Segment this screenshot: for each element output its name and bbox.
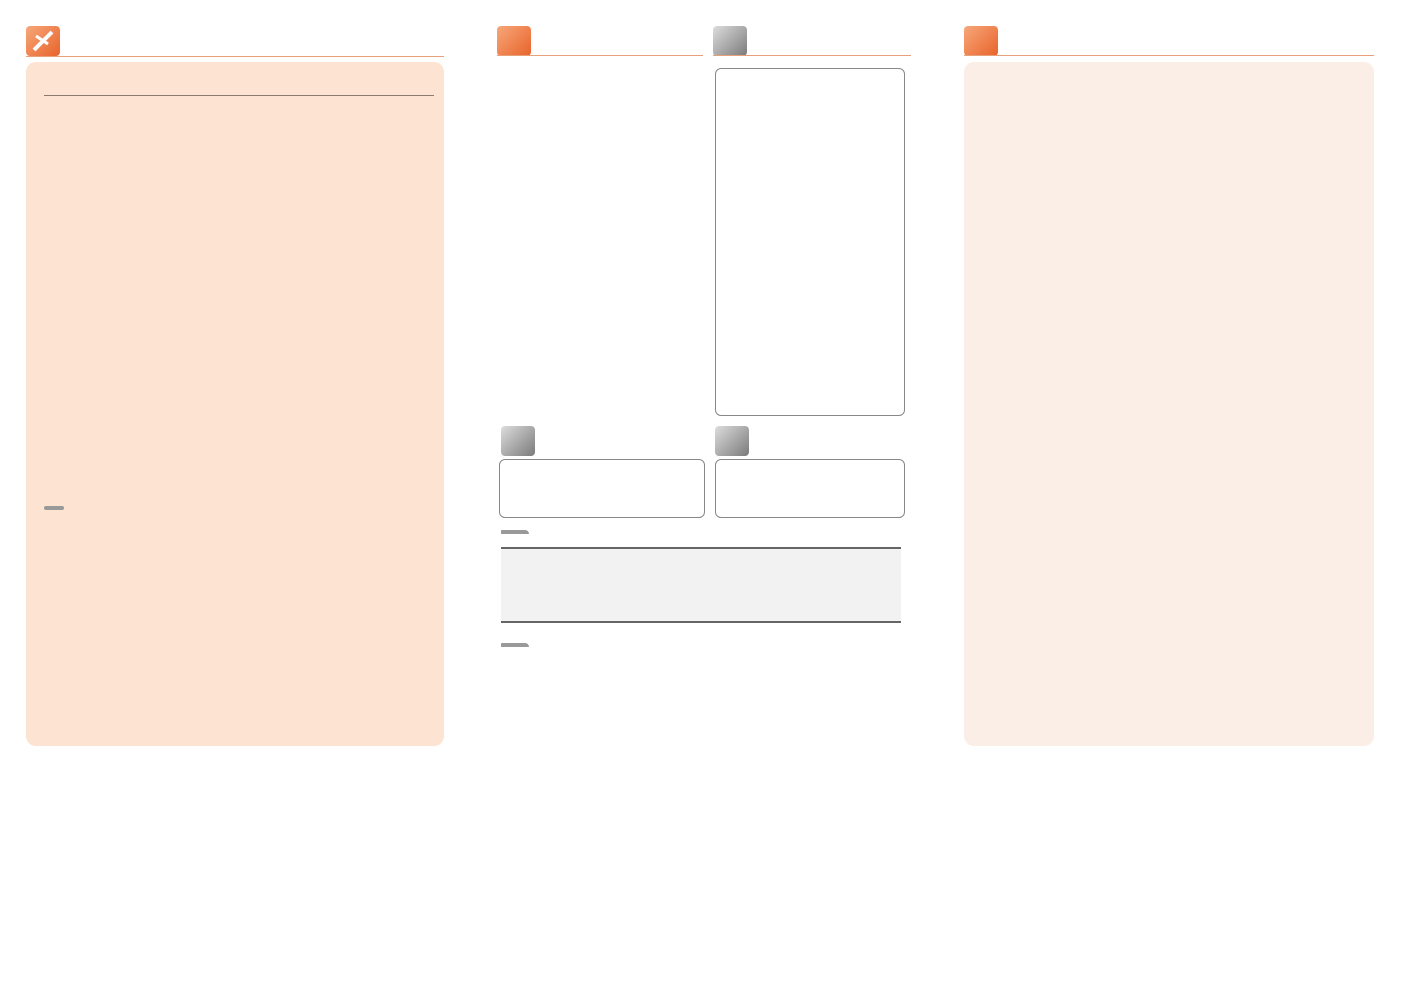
cross-icon xyxy=(26,26,60,56)
committee-tab xyxy=(501,643,529,647)
wednesday-box xyxy=(715,68,905,416)
dawn-box xyxy=(499,459,705,518)
worship-order-panel xyxy=(26,62,444,746)
afternoon-divider xyxy=(497,55,703,56)
header-divider xyxy=(26,56,444,57)
friday-icon xyxy=(715,426,749,456)
prayer-tab xyxy=(501,530,529,534)
pray-icon xyxy=(713,26,747,56)
service-info-row xyxy=(44,67,434,96)
friday-box xyxy=(715,459,905,518)
dawn-icon xyxy=(501,426,535,456)
crown-icon xyxy=(964,26,998,56)
hands-icon xyxy=(497,26,531,56)
kyodok-badge xyxy=(44,506,64,510)
wednesday-divider xyxy=(713,55,911,56)
family-divider xyxy=(964,55,1374,56)
family-panel xyxy=(964,62,1374,746)
prayer-box xyxy=(501,547,901,623)
